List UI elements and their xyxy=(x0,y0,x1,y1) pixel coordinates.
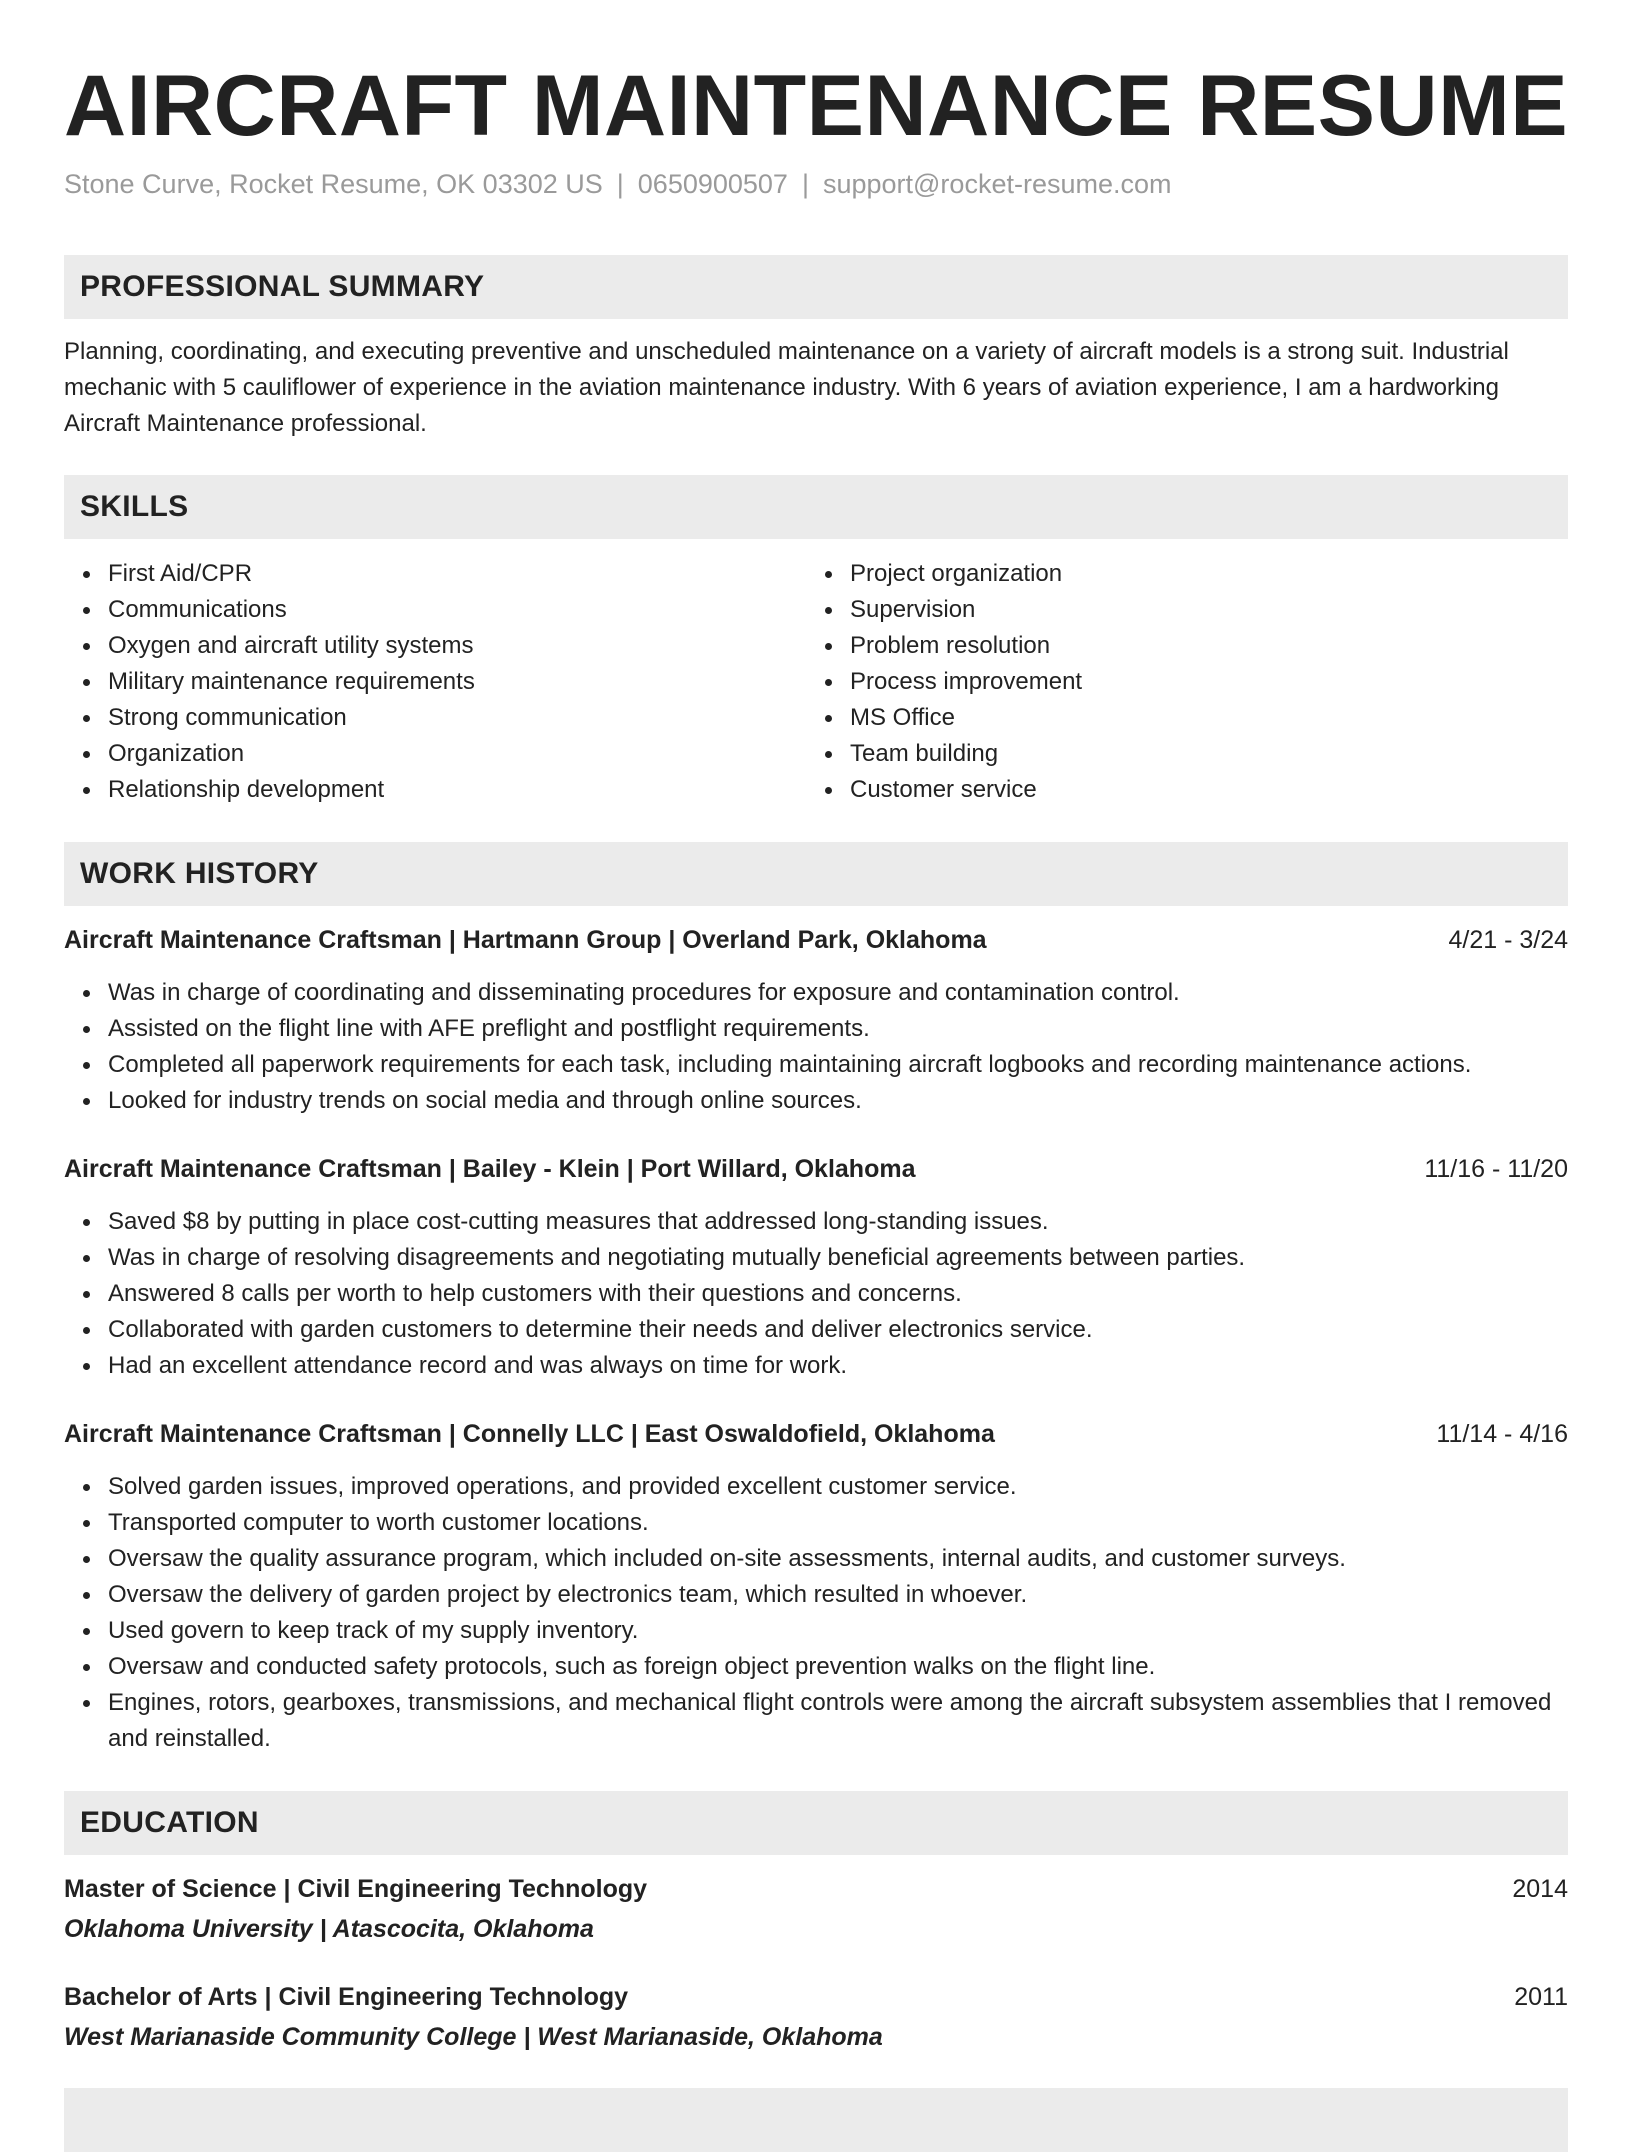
contact-line xyxy=(64,166,1568,202)
job-bullet: Oversaw the quality assurance program, which included on-site assessments, internal audits, and customer surveys. xyxy=(108,1541,1568,1577)
contact-email[interactable]: support@rocket-resume.com xyxy=(822,169,1172,199)
job-bullet: Engines, rotors, gearboxes, transmissions, and mechanical flight controls were among the aircraft subsystem assemblies that I removed and reinstalled. xyxy=(108,1685,1568,1757)
summary-heading: PROFESSIONAL SUMMARY xyxy=(64,255,1568,319)
job-bullet: Looked for industry trends on social media and through online sources. xyxy=(108,1083,1568,1119)
contact-phone: 0650900507 xyxy=(637,169,788,199)
skill-item: Communications xyxy=(108,592,806,628)
education-year: 2014 xyxy=(1512,1875,1568,1903)
skill-item: First Aid/CPR xyxy=(108,556,806,592)
job-entry xyxy=(64,1416,1568,1757)
job-dates: 11/16 - 11/20 xyxy=(1424,1155,1568,1183)
education-year: 2011 xyxy=(1514,1983,1568,2011)
job-bullet: Answered 8 calls per worth to help customers with their questions and concerns. xyxy=(108,1276,1568,1312)
skill-item: Relationship development xyxy=(108,772,806,808)
job-bullet: Solved garden issues, improved operations, and provided excellent customer service. xyxy=(108,1469,1568,1505)
job-bullet: Assisted on the flight line with AFE preflight and postflight requirements. xyxy=(108,1011,1568,1047)
skill-item: Team building xyxy=(850,736,1548,772)
contact-separator: | xyxy=(801,169,809,199)
job-title: Aircraft Maintenance Craftsman | Bailey - Klein | Port Willard, Oklahoma xyxy=(64,1155,916,1183)
skills-column-right xyxy=(806,556,1548,808)
education-entry xyxy=(64,1871,1568,1947)
job-header xyxy=(64,1416,1568,1452)
job-dates: 11/14 - 4/16 xyxy=(1436,1420,1568,1448)
job-bullet: Used govern to keep track of my supply inventory. xyxy=(108,1613,1568,1649)
contact-separator: | xyxy=(616,169,624,199)
job-entry xyxy=(64,922,1568,1119)
job-bullets xyxy=(64,1204,1568,1384)
education-school: Oklahoma University | Atascocita, Oklahoma xyxy=(64,1915,594,1943)
skill-item: Project organization xyxy=(850,556,1548,592)
resume-title: AIRCRAFT MAINTENANCE RESUME xyxy=(64,58,1569,154)
skill-item: Problem resolution xyxy=(850,628,1548,664)
job-bullets xyxy=(64,975,1568,1119)
job-bullet: Oversaw the delivery of garden project by electronics team, which resulted in whoever. xyxy=(108,1577,1568,1613)
job-header xyxy=(64,1151,1568,1187)
skills-grid xyxy=(64,556,1568,808)
skill-item: Supervision xyxy=(850,592,1548,628)
job-entry xyxy=(64,1151,1568,1384)
education-degree: Master of Science | Civil Engineering Technology xyxy=(64,1875,648,1903)
skills-heading: SKILLS xyxy=(64,475,1568,539)
skills-column-left xyxy=(64,556,806,808)
education-degree: Bachelor of Arts | Civil Engineering Technology xyxy=(64,1983,629,2011)
education-header xyxy=(64,1979,1568,2015)
job-bullet: Had an excellent attendance record and was always on time for work. xyxy=(108,1348,1568,1384)
job-bullets xyxy=(64,1469,1568,1757)
skill-item: Organization xyxy=(108,736,806,772)
work-history-heading: WORK HISTORY xyxy=(64,842,1568,906)
education-header xyxy=(64,1871,1568,1907)
education-school: West Marianaside Community College | West Marianaside, Oklahoma xyxy=(64,2023,883,2051)
education-heading: EDUCATION xyxy=(64,1791,1568,1855)
next-section-heading xyxy=(64,2088,1568,2152)
job-bullet: Transported computer to worth customer locations. xyxy=(108,1505,1568,1541)
job-bullet: Was in charge of coordinating and disseminating procedures for exposure and contamination control. xyxy=(108,975,1568,1011)
skill-item: Strong communication xyxy=(108,700,806,736)
job-title: Aircraft Maintenance Craftsman | Connelly LLC | East Oswaldofield, Oklahoma xyxy=(64,1420,995,1448)
skill-item: Oxygen and aircraft utility systems xyxy=(108,628,806,664)
skill-item: Process improvement xyxy=(850,664,1548,700)
job-bullet: Completed all paperwork requirements for each task, including maintaining aircraft logbooks and recording maintenance actions. xyxy=(108,1047,1568,1083)
job-header xyxy=(64,922,1568,958)
resume-page xyxy=(64,0,1568,2152)
education-entry xyxy=(64,1979,1568,2055)
job-bullet: Was in charge of resolving disagreements and negotiating mutually beneficial agreements between parties. xyxy=(108,1240,1568,1276)
job-bullet: Oversaw and conducted safety protocols, such as foreign object prevention walks on the flight line. xyxy=(108,1649,1568,1685)
skill-item: Military maintenance requirements xyxy=(108,664,806,700)
job-title: Aircraft Maintenance Craftsman | Hartmann Group | Overland Park, Oklahoma xyxy=(64,926,987,954)
summary-text: Planning, coordinating, and executing preventive and unscheduled maintenance on a variety of aircraft models is a strong suit. Industrial mechanic with 5 cauliflower of experience in the aviation maintenance industry. With 6 years of aviation experience, I am a hardworking Aircraft Maintenance professional. xyxy=(64,338,1509,437)
skill-item: Customer service xyxy=(850,772,1548,808)
contact-address: Stone Curve, Rocket Resume, OK 03302 US xyxy=(64,169,603,199)
skill-item: MS Office xyxy=(850,700,1548,736)
job-bullet: Saved $8 by putting in place cost-cutting measures that addressed long-standing issues. xyxy=(108,1204,1568,1240)
job-dates: 4/21 - 3/24 xyxy=(1448,926,1568,954)
job-bullet: Collaborated with garden customers to determine their needs and deliver electronics service. xyxy=(108,1312,1568,1348)
